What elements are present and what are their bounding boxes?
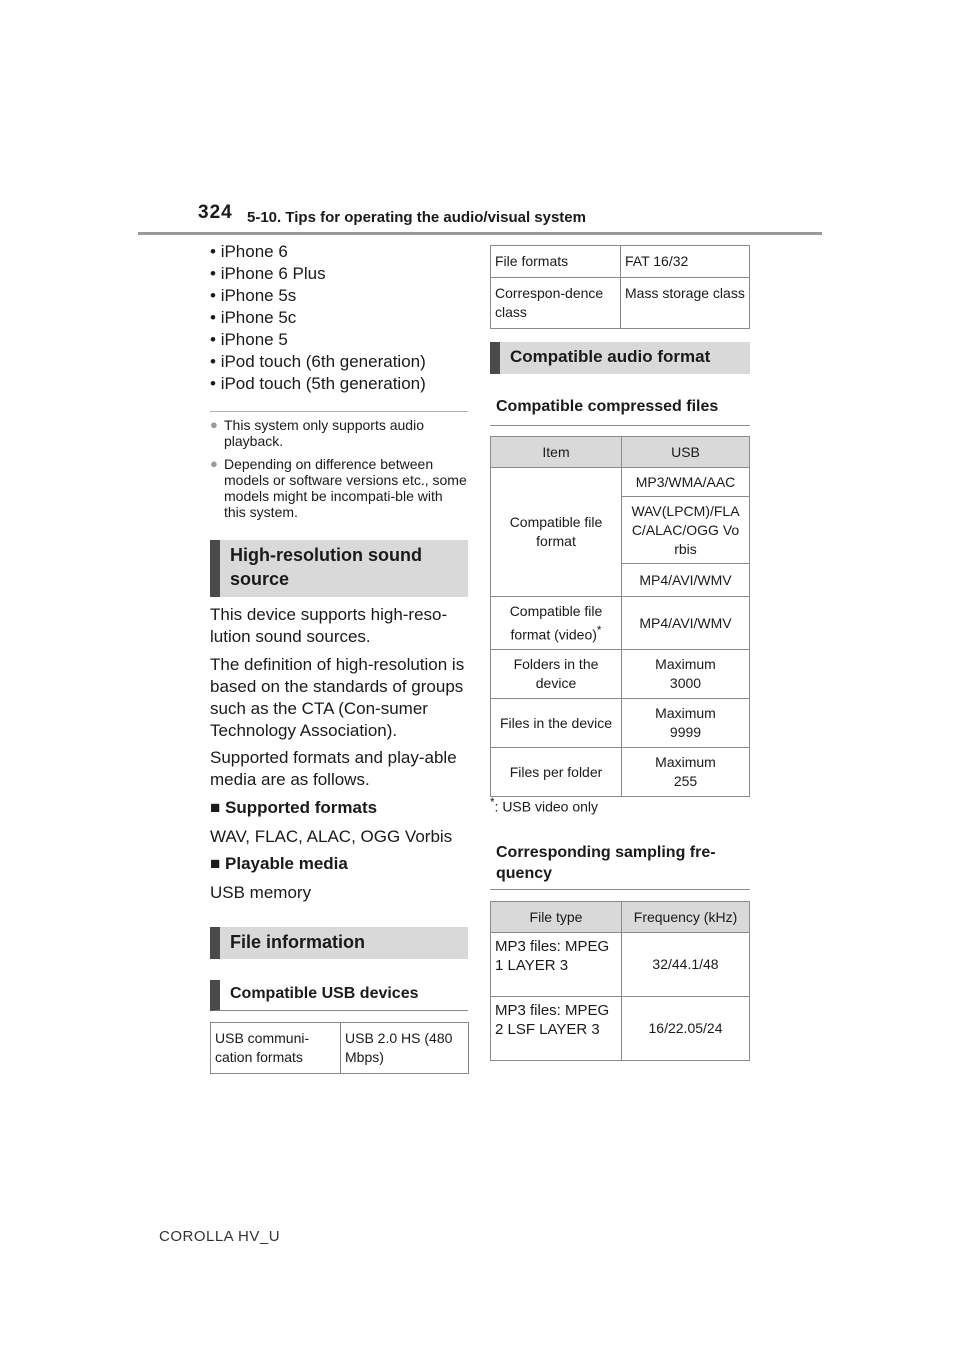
- table-row: USB communi-cation formats USB 2.0 HS (480 Mbps): [211, 1023, 469, 1074]
- playable-media-heading: ■ Playable media: [210, 854, 348, 873]
- header-rule: [138, 232, 822, 235]
- table-row: WAV(LPCM)/FLAC/ALAC/OGG Vorbis: [491, 497, 750, 564]
- usb-table-part2: [490, 245, 750, 329]
- note-divider: [210, 411, 468, 412]
- high-res-para1: This device supports high-reso-lution sound sources.: [210, 605, 448, 646]
- device-list: [210, 241, 470, 395]
- compressed-files-heading: Compatible compressed files: [490, 396, 750, 426]
- list-item: • iPhone 5s: [210, 286, 297, 305]
- note-item: ● Depending on difference between models or software versions etc., some models might be incompati-ble with this system.: [210, 456, 467, 520]
- page-number: 324: [198, 202, 233, 223]
- high-res-heading: High-resolution sound source: [210, 540, 468, 597]
- file-info-heading: File information: [210, 927, 468, 959]
- note-bullet-icon: ●: [210, 456, 218, 471]
- table-row: MP3 files: MPEG 1 LAYER 3 32/44.1/48: [491, 933, 750, 997]
- table-row: Item USB: [491, 437, 750, 468]
- section-title: 5-10. Tips for operating the audio/visual system: [247, 209, 586, 226]
- table-row: File type Frequency (kHz): [491, 902, 750, 933]
- usb-table-part1: [210, 1022, 469, 1074]
- square-bullet-icon: ■: [210, 798, 221, 817]
- table-row: Compatible file format (video)* MP4/AVI/WMV: [491, 597, 750, 650]
- sampling-table: [490, 901, 750, 1061]
- table-row: Files in the device Maximum 9999: [491, 699, 750, 748]
- audio-format-heading: Compatible audio format: [490, 342, 750, 374]
- table-row: Files per folder Maximum 255: [491, 748, 750, 797]
- table-row: Correspon-dence class Mass storage class: [491, 278, 750, 329]
- table-row: File formats FAT 16/32: [491, 246, 750, 278]
- playable-media-value: USB memory: [210, 883, 312, 902]
- high-res-para3: Supported formats and play-able media are as follows.: [210, 748, 457, 789]
- list-item: • iPod touch (5th generation): [210, 374, 426, 393]
- list-item: • iPod touch (6th generation): [210, 352, 426, 371]
- table-row: MP4/AVI/WMV: [491, 564, 750, 597]
- sampling-heading: Corresponding sampling fre-quency: [490, 842, 750, 890]
- note-item: ● This system only supports audio playback.: [210, 417, 424, 449]
- list-item: • iPhone 5c: [210, 308, 297, 327]
- table-row: MP3 files: MPEG 2 LSF LAYER 3 16/22.05/24: [491, 997, 750, 1061]
- table-row: Folders in the device Maximum 3000: [491, 650, 750, 699]
- table-row: Compatible file format MP3/WMA/AAC: [491, 468, 750, 497]
- square-bullet-icon: ■: [210, 854, 221, 873]
- footnote: *: USB video only: [490, 796, 599, 815]
- supported-formats-heading: ■ Supported formats: [210, 798, 378, 817]
- usb-devices-heading: Compatible USB devices: [210, 980, 468, 1011]
- list-item: • iPhone 5: [210, 330, 288, 349]
- footer-model: COROLLA HV_U: [159, 1228, 281, 1245]
- compressed-files-table: [490, 436, 750, 797]
- high-res-para2: The definition of high-resolution is based on the standards of groups such as the CTA (Con-sumer Technology Association).: [210, 655, 465, 740]
- list-item: • iPhone 6: [210, 242, 288, 261]
- supported-formats-value: WAV, FLAC, ALAC, OGG Vorbis: [210, 827, 453, 846]
- list-item: • iPhone 6 Plus: [210, 264, 326, 283]
- note-bullet-icon: ●: [210, 417, 218, 432]
